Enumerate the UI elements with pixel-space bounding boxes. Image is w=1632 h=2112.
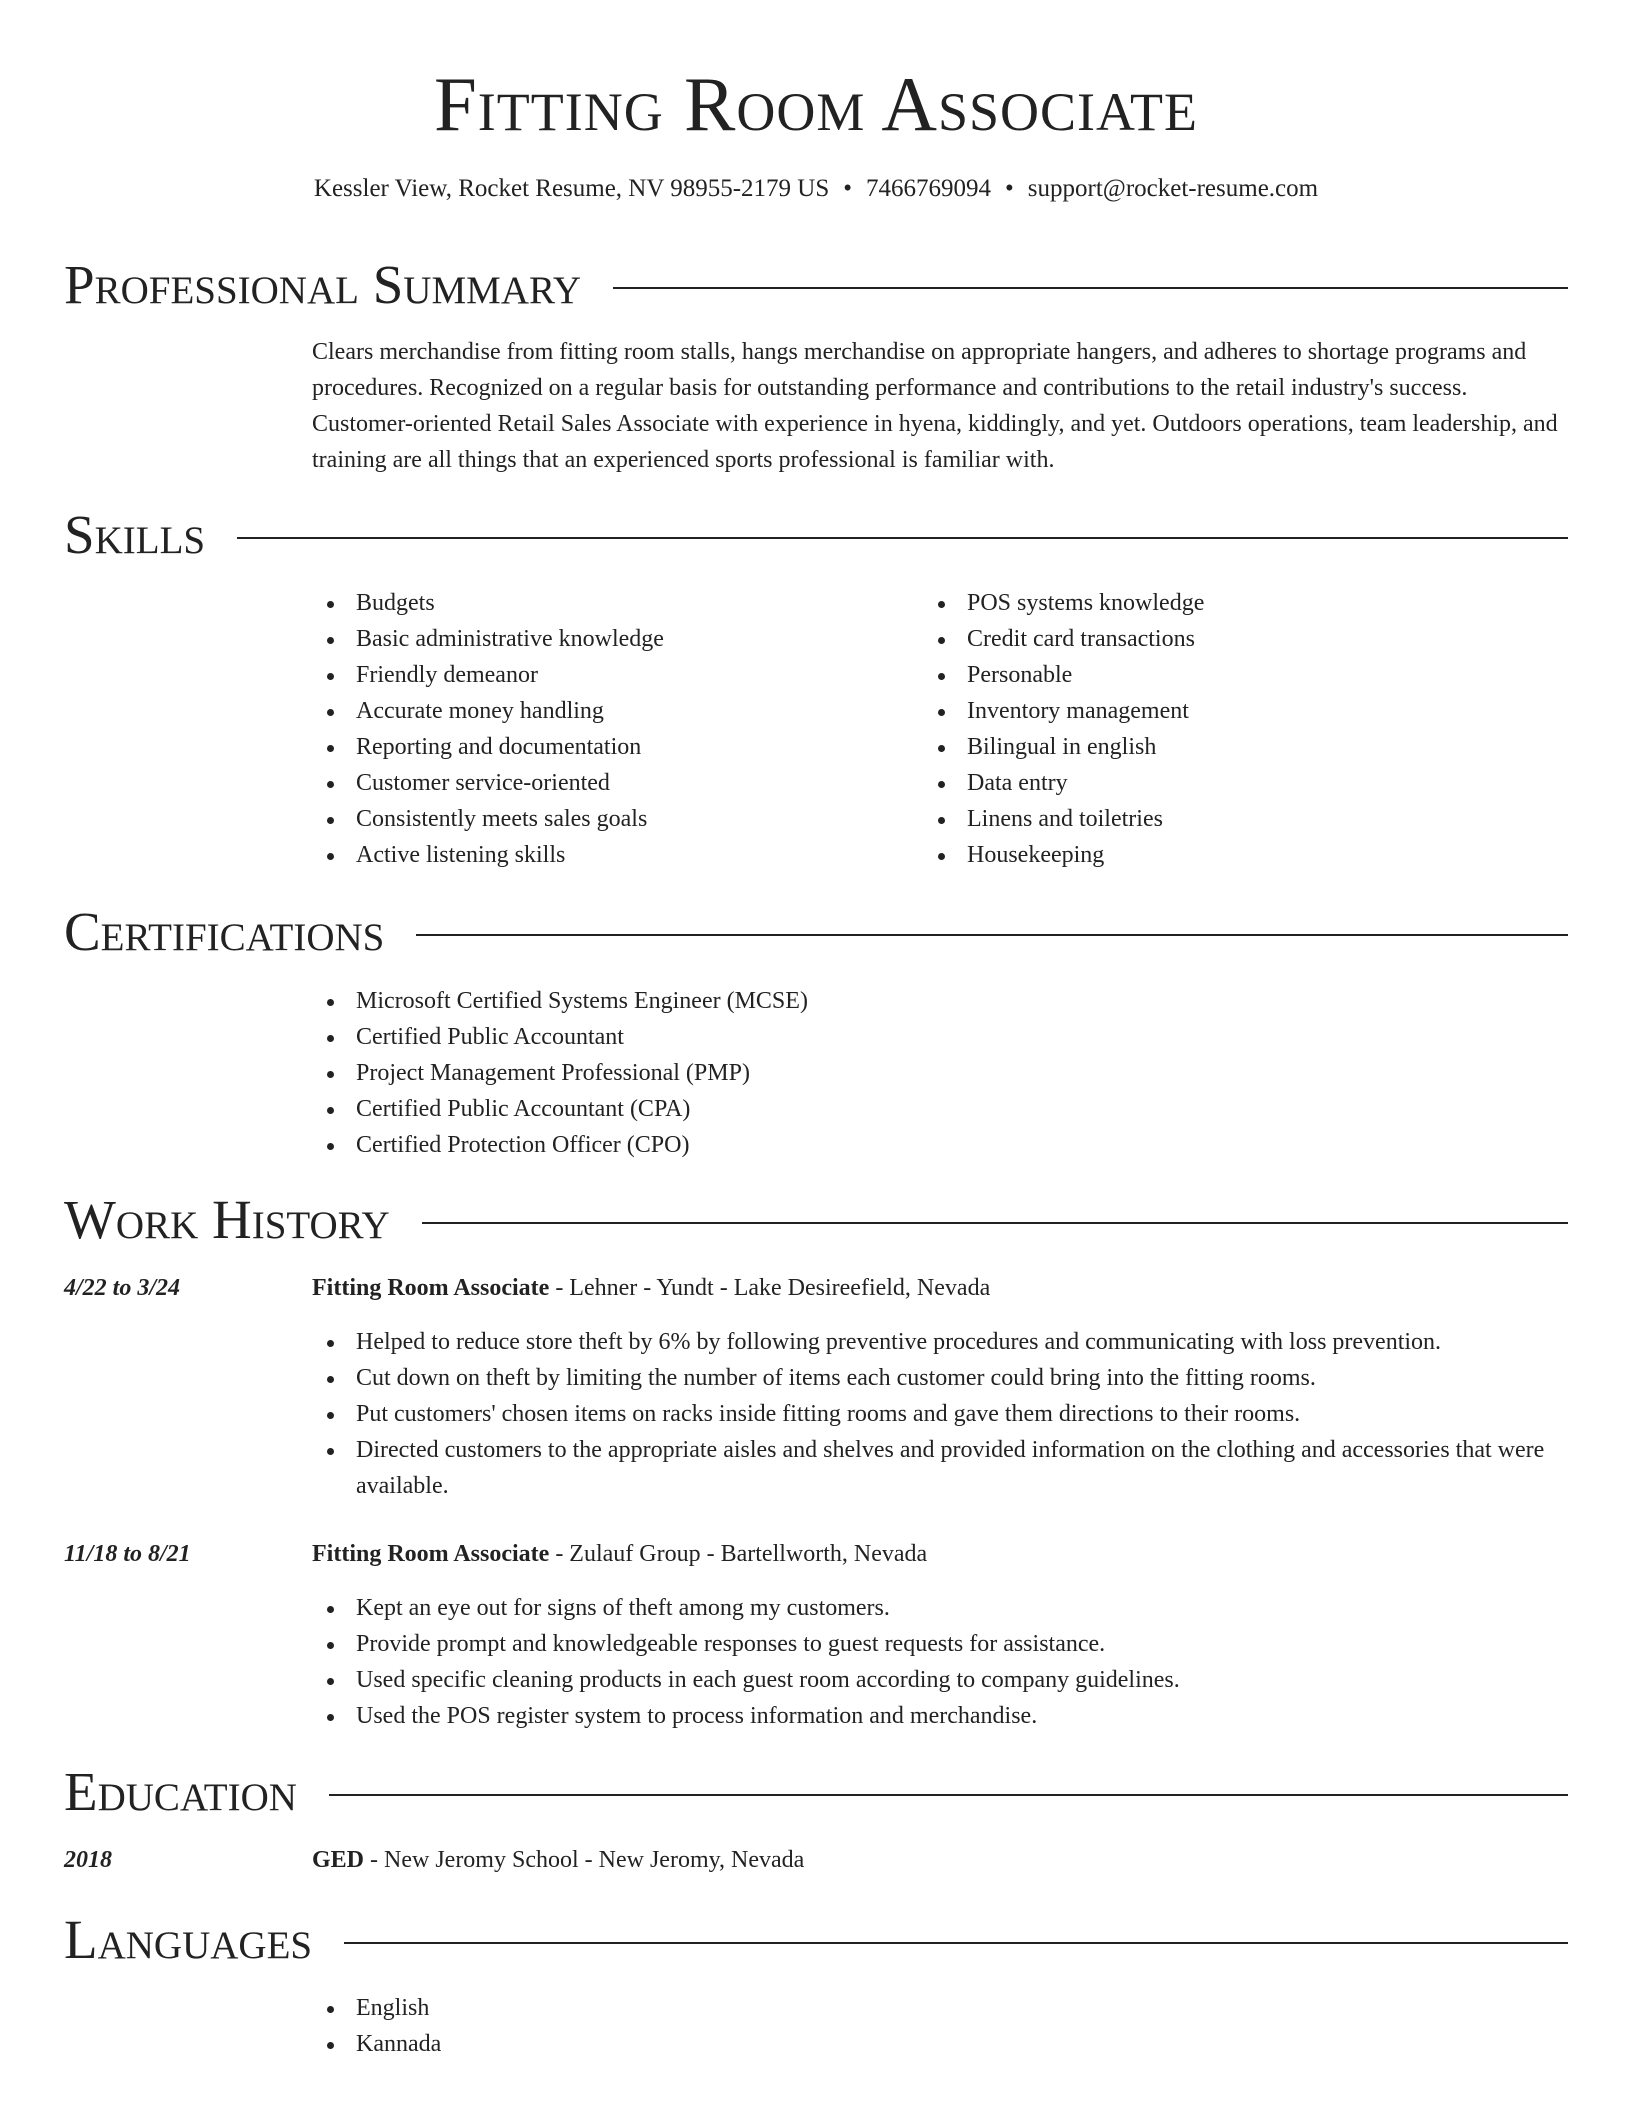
summary-title: Professional Summary bbox=[64, 254, 582, 315]
job-dates: 4/22 to 3/24 bbox=[64, 1275, 181, 1301]
job-duty-item: Directed customers to the appropriate aisles and shelves and provided information on the clothing and accessories that were available. bbox=[312, 1432, 1566, 1504]
education-section-header bbox=[64, 1760, 1568, 1824]
certifications-list bbox=[312, 983, 1566, 1163]
education-school: - New Jeromy School - New Jeromy, Nevada bbox=[364, 1847, 805, 1873]
certifications-section-header bbox=[64, 900, 1568, 964]
skill-item: Friendly demeanor bbox=[312, 657, 912, 693]
job-employer: - Lehner - Yundt - Lake Desireefield, Nevada bbox=[549, 1275, 991, 1301]
language-item: English bbox=[312, 1990, 1566, 2026]
skills-section-header bbox=[64, 503, 1568, 567]
job-duty-item: Used specific cleaning products in each guest room according to company guidelines. bbox=[312, 1662, 1566, 1698]
candidate-name: Fitting Room Associate bbox=[433, 61, 1199, 147]
skill-item: Linens and toiletries bbox=[923, 801, 1563, 837]
certification-item: Project Management Professional (PMP) bbox=[312, 1055, 1566, 1091]
job-duty-item: Put customers' chosen items on racks inside fitting rooms and gave them directions to their rooms. bbox=[312, 1396, 1566, 1432]
skills-list-right bbox=[923, 585, 1563, 873]
section-divider bbox=[416, 934, 1568, 936]
skill-item: Budgets bbox=[312, 585, 912, 621]
education-year: 2018 bbox=[64, 1847, 112, 1873]
skill-item: Reporting and documentation bbox=[312, 729, 912, 765]
summary-paragraph: Clears merchandise from fitting room stalls, hangs merchandise on appropriate hangers, and adheres to shortage programs and procedures. Recognized on a regular basis for outstanding performance and contributions to the retail industry's success. Customer-oriented Retail Sales Associate with experience in hyena, kiddingly, and yet. Outdoors operations, team leadership, and training are all things that an experienced sports professional is familiar with. bbox=[312, 339, 1558, 473]
skills-list-left bbox=[312, 585, 912, 873]
skill-item: Credit card transactions bbox=[923, 621, 1563, 657]
job-duty-item: Provide prompt and knowledgeable responses to guest requests for assistance. bbox=[312, 1626, 1566, 1662]
certification-item: Certified Public Accountant (CPA) bbox=[312, 1091, 1566, 1127]
summary-text bbox=[312, 334, 1566, 478]
job-duty-item: Kept an eye out for signs of theft among my customers. bbox=[312, 1590, 1566, 1626]
section-divider bbox=[344, 1942, 1568, 1944]
skill-item: Data entry bbox=[923, 765, 1563, 801]
education-degree: GED bbox=[312, 1847, 365, 1873]
section-divider bbox=[422, 1222, 1568, 1224]
certifications-title: Certifications bbox=[64, 901, 385, 962]
skills-title: Skills bbox=[64, 504, 206, 565]
job-role: Fitting Room Associate bbox=[312, 1275, 550, 1301]
contact-address: Kessler View, Rocket Resume, NV 98955-2179 US bbox=[313, 175, 830, 202]
skill-item: Basic administrative knowledge bbox=[312, 621, 912, 657]
job-duty-item: Cut down on theft by limiting the number of items each customer could bring into the fitting rooms. bbox=[312, 1360, 1566, 1396]
work-history-section-header bbox=[64, 1188, 1568, 1252]
skill-item: POS systems knowledge bbox=[923, 585, 1563, 621]
languages-section-header bbox=[64, 1908, 1568, 1972]
summary-section-header bbox=[64, 253, 1568, 317]
job-dates: 11/18 to 8/21 bbox=[64, 1541, 191, 1567]
section-divider bbox=[613, 287, 1568, 289]
education-title: Education bbox=[64, 1761, 297, 1822]
section-divider bbox=[237, 537, 1568, 539]
skill-item: Consistently meets sales goals bbox=[312, 801, 912, 837]
certification-item: Certified Protection Officer (CPO) bbox=[312, 1127, 1566, 1163]
section-divider bbox=[329, 1794, 1568, 1796]
job-duty-item: Helped to reduce store theft by 6% by following preventive procedures and communicating with loss prevention. bbox=[312, 1324, 1566, 1360]
languages-title: Languages bbox=[64, 1909, 313, 1970]
work-history-title: Work History bbox=[64, 1189, 390, 1250]
contact-line bbox=[0, 172, 1632, 206]
skill-item: Accurate money handling bbox=[312, 693, 912, 729]
skill-item: Housekeeping bbox=[923, 837, 1563, 873]
job-duties-list bbox=[312, 1590, 1566, 1734]
job-role: Fitting Room Associate bbox=[312, 1541, 550, 1567]
certification-item: Microsoft Certified Systems Engineer (MCSE) bbox=[312, 983, 1566, 1019]
language-item: Kannada bbox=[312, 2026, 1566, 2062]
skill-item: Bilingual in english bbox=[923, 729, 1563, 765]
education-line bbox=[312, 1842, 1566, 1878]
languages-list bbox=[312, 1990, 1566, 2062]
contact-phone: 7466769094 bbox=[866, 175, 992, 202]
contact-separator: • bbox=[843, 175, 853, 202]
contact-separator: • bbox=[1005, 175, 1014, 202]
job-employer: - Zulauf Group - Bartellworth, Nevada bbox=[549, 1541, 928, 1567]
job-duties-list bbox=[312, 1324, 1566, 1504]
skill-item: Customer service-oriented bbox=[312, 765, 912, 801]
skill-item: Inventory management bbox=[923, 693, 1563, 729]
skill-item: Active listening skills bbox=[312, 837, 912, 873]
job-title-line bbox=[312, 1536, 1566, 1572]
skill-item: Personable bbox=[923, 657, 1563, 693]
contact-email: support@rocket-resume.com bbox=[1027, 175, 1319, 202]
job-duty-item: Used the POS register system to process information and merchandise. bbox=[312, 1698, 1566, 1734]
certification-item: Certified Public Accountant bbox=[312, 1019, 1566, 1055]
job-title-line bbox=[312, 1270, 1566, 1306]
